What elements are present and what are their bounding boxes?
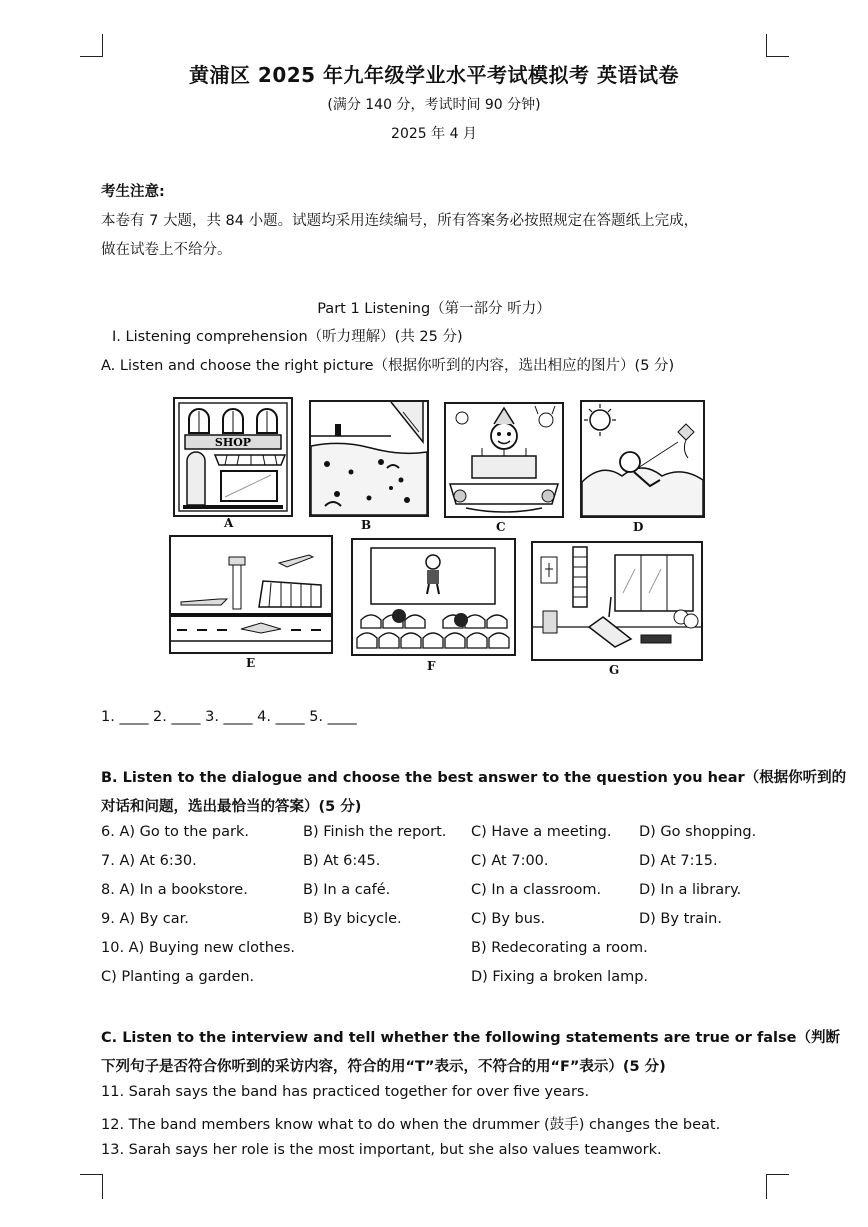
q6-option-a: 6. A) Go to the park. bbox=[101, 824, 249, 840]
picture-g-label: G bbox=[609, 663, 620, 677]
q8-option-a: 8. A) In a bookstore. bbox=[101, 882, 248, 898]
picture-d-label: D bbox=[633, 520, 644, 534]
notice-line-1: 本卷有 7 大题，共 84 小题。试题均采用连续编号，所有答案务必按照规定在答题纸上完成， bbox=[101, 213, 699, 229]
q10-option-b: B) Redecorating a room. bbox=[471, 940, 648, 956]
q6-option-d: D) Go shopping. bbox=[639, 824, 757, 840]
exam-date: 2025 年 4 月 bbox=[391, 126, 477, 142]
exam-subtitle: (满分 140 分，考试时间 90 分钟) bbox=[327, 97, 541, 113]
shop-sign-text: SHOP bbox=[214, 436, 252, 449]
section-c-heading-line-1: C. Listen to the interview and tell whether the following statements are true or false（判断 bbox=[101, 1030, 840, 1046]
picture-c-party bbox=[444, 402, 564, 518]
q9-option-c: C) By bus. bbox=[471, 911, 546, 927]
section-1-heading: I. Listening comprehension（听力理解）(共 25 分) bbox=[112, 329, 463, 345]
picture-a-label: A bbox=[224, 516, 234, 530]
q10-option-d: D) Fixing a broken lamp. bbox=[471, 969, 649, 985]
exam-title: 黄浦区 2025 年九年级学业水平考试模拟考 英语试卷 bbox=[188, 63, 680, 87]
q7-option-a: 7. A) At 6:30. bbox=[101, 853, 197, 869]
picture-c-label: C bbox=[496, 520, 506, 534]
statement-13: 13. Sarah says her role is the most important, but she also values teamwork. bbox=[101, 1142, 662, 1158]
picture-b-label: B bbox=[361, 518, 372, 532]
q9-option-b: B) By bicycle. bbox=[303, 911, 402, 927]
crop-mark-bottom-right bbox=[766, 1174, 789, 1199]
picture-d-kite bbox=[580, 400, 705, 518]
q7-option-b: B) At 6:45. bbox=[303, 853, 381, 869]
q9-option-a: 9. A) By car. bbox=[101, 911, 189, 927]
q6-option-b: B) Finish the report. bbox=[303, 824, 447, 840]
section-b-heading-line-1: B. Listen to the dialogue and choose the best answer to the question you hear（根据你听到的 bbox=[101, 770, 847, 786]
picture-b-beach bbox=[309, 400, 429, 517]
picture-g-gym bbox=[531, 541, 703, 661]
section-c-heading-line-2: 下列句子是否符合你听到的采访内容，符合的用“T”表示，不符合的用“F”表示）(5 分) bbox=[101, 1059, 666, 1075]
statement-11: 11. Sarah says the band has practiced together for over five years. bbox=[101, 1084, 590, 1100]
q8-option-b: B) In a café. bbox=[303, 882, 391, 898]
picture-f-label: F bbox=[427, 659, 436, 673]
picture-f-theater bbox=[351, 538, 516, 656]
q8-option-d: D) In a library. bbox=[639, 882, 742, 898]
crop-mark-bottom-left bbox=[80, 1174, 103, 1199]
statement-12: 12. The band members know what to do when the drummer (鼓手) changes the beat. bbox=[101, 1117, 721, 1133]
notice-line-2: 做在试卷上不给分。 bbox=[101, 242, 232, 258]
q10-option-c: C) Planting a garden. bbox=[101, 969, 255, 985]
section-a-heading: A. Listen and choose the right picture（根据你听到的内容，选出相应的图片）(5 分) bbox=[101, 358, 675, 374]
q8-option-c: C) In a classroom. bbox=[471, 882, 602, 898]
picture-e-airport bbox=[169, 535, 333, 654]
picture-e-label: E bbox=[246, 656, 256, 670]
q10-option-a: 10. A) Buying new clothes. bbox=[101, 940, 296, 956]
section-b-heading-line-2: 对话和问题，选出最恰当的答案）(5 分) bbox=[101, 799, 362, 815]
q7-option-d: D) At 7:15. bbox=[639, 853, 718, 869]
crop-mark-top-right bbox=[766, 34, 789, 57]
picture-a-shop bbox=[173, 397, 293, 517]
q6-option-c: C) Have a meeting. bbox=[471, 824, 612, 840]
answer-blanks: 1. ____ 2. ____ 3. ____ 4. ____ 5. ____ bbox=[101, 709, 357, 725]
part1-heading: Part 1 Listening（第一部分 听力） bbox=[317, 301, 551, 317]
q9-option-d: D) By train. bbox=[639, 911, 722, 927]
crop-mark-top-left bbox=[80, 34, 103, 57]
q7-option-c: C) At 7:00. bbox=[471, 853, 549, 869]
notice-heading: 考生注意: bbox=[101, 184, 165, 200]
